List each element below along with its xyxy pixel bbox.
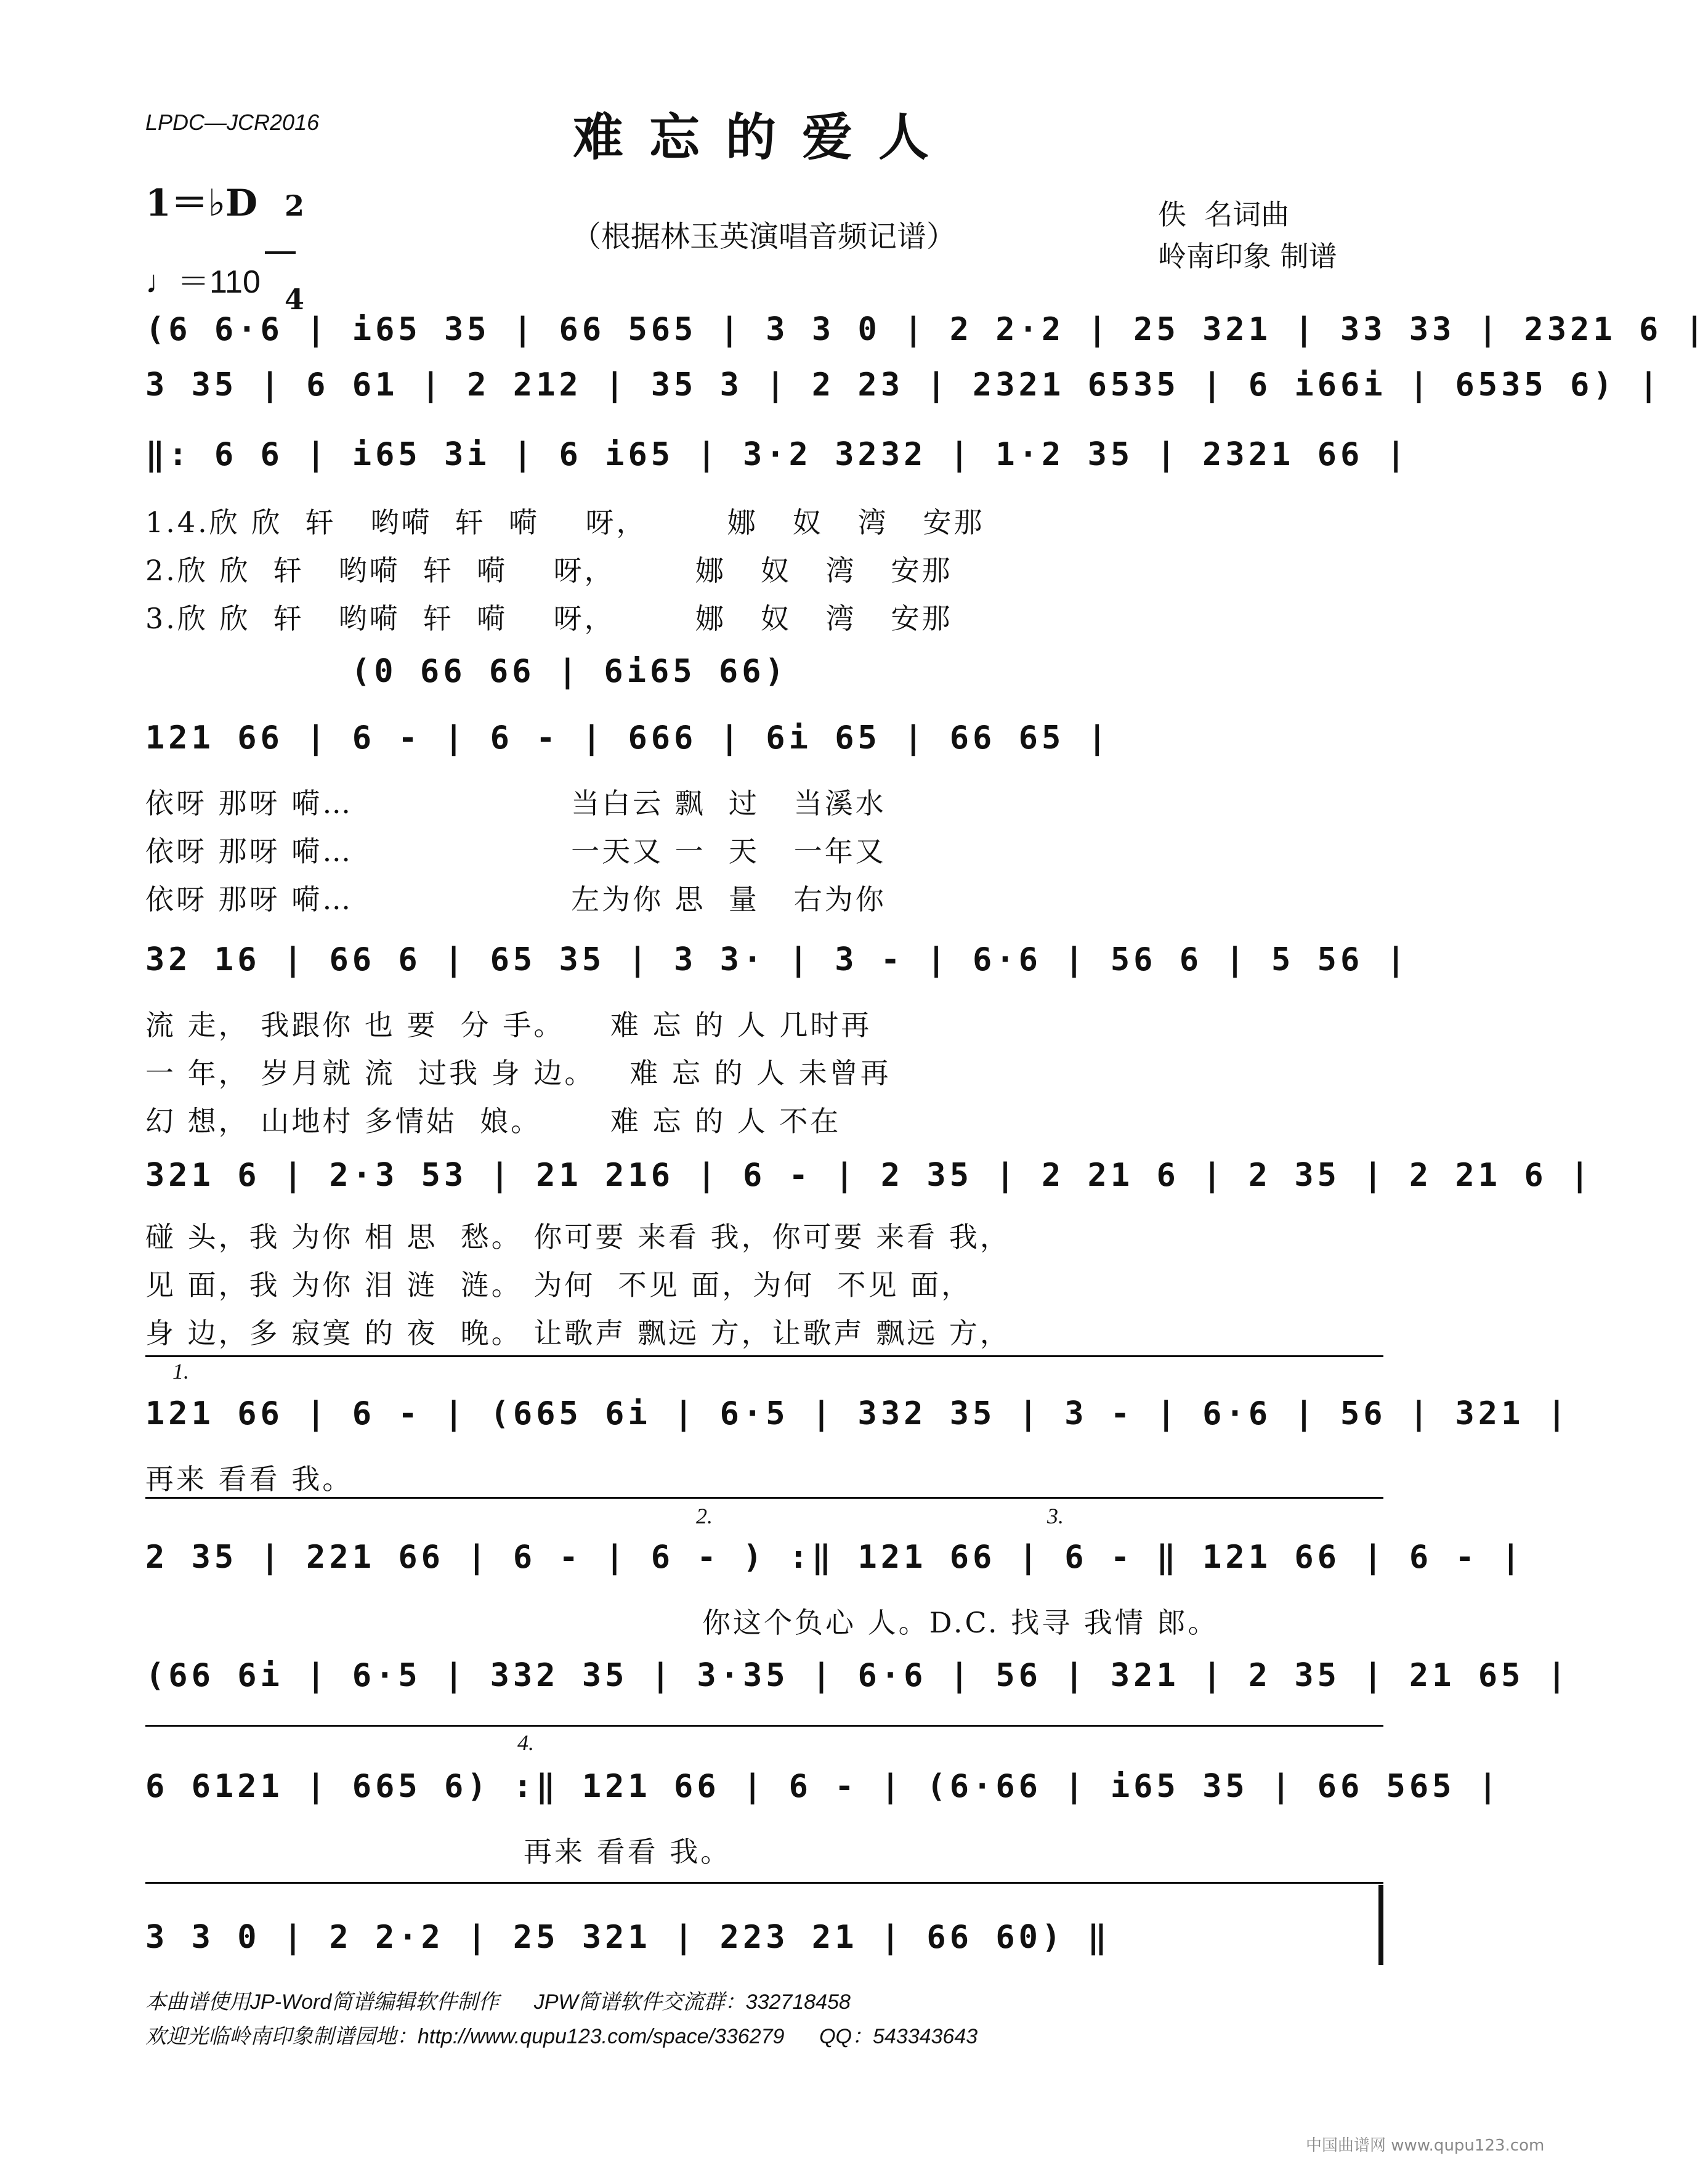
time-signature	[265, 161, 305, 316]
score-row-interlude: (0 66 66 | 6i65 66)	[351, 653, 788, 690]
lyric-line-8: 一 年， 岁月就 流 过我 身 边。 难 忘 的 人 未曾再	[145, 1056, 891, 1090]
footer-line-1: 本曲谱使用JP-Word简谱编辑软件制作 JPW简谱软件交流群：332718458	[145, 1990, 851, 2014]
lyric-line-15: 再来 看看 我。	[524, 1835, 732, 1868]
lyric-line-3: 3.欣 欣 轩 哟嗬 轩 嗬 呀， 娜 奴 湾 安那	[145, 602, 953, 635]
score-row-6: 321 6 | 2·3 53 | 21 216 | 6 - | 2 35 | 2 21 6 | 2 35 | 2 21 6 |	[145, 1157, 1593, 1194]
lyric-line-5: 依呀 那呀 嗬… 一天又 一 天 一年又	[145, 835, 886, 868]
score-row-10: 6 6121 | 665 6) :‖ 121 66 | 6 - | (6·66 | i65 35 | 66 565 |	[145, 1768, 1502, 1805]
tempo-marking: ♩＝110	[145, 264, 261, 300]
time-signature-top: 2	[285, 189, 305, 222]
score-row-1: (6 6·6 | i65 35 | 66 565 | 3 3 0 | 2 2·2 | 25 321 | 33 33 | 2321 6 |	[145, 311, 1708, 348]
score-row-3: ‖: 6 6 | i65 3i | 6 i65 | 3·2 3232 | 1·2 35 | 2321 66 |	[145, 436, 1409, 473]
lyric-line-14: 你这个负心 人。D.C. 找寻 我情 郎。	[702, 1606, 1219, 1639]
time-signature-bottom: 4	[285, 283, 305, 316]
song-title: 难忘的爱人	[572, 108, 955, 167]
key-signature: 1＝♭D	[145, 182, 258, 225]
score-row-9: (66 6i | 6·5 | 332 35 | 3·35 | 6·6 | 56 | 321 | 2 35 | 21 65 |	[145, 1657, 1571, 1694]
volta-label-4: 4.	[517, 1730, 534, 1755]
system-divider-1	[145, 1497, 1383, 1499]
system-divider-3	[145, 1882, 1383, 1884]
score-row-8: 2 35 | 221 66 | 6 - | 6 - ) :‖ 121 66 | 6 - ‖ 121 66 | 6 - |	[145, 1539, 1524, 1576]
score-row-4: 121 66 | 6 - | 6 - | 666 | 6i 65 | 66 65 |	[145, 720, 1111, 756]
credit-lyrics: 佚 名词曲	[1158, 198, 1290, 231]
lyric-line-1: 1.4.欣 欣 轩 哟嗬 轩 嗬 呀， 娜 奴 湾 安那	[145, 506, 985, 539]
score-code: LPDC—JCR2016	[145, 110, 320, 135]
lyric-line-9: 幻 想， 山地村 多情姑 娘。 难 忘 的 人 不在	[145, 1105, 841, 1138]
volta-bracket-1	[145, 1355, 1383, 1357]
system-divider-2	[145, 1725, 1383, 1727]
volta-label-1: 1.	[172, 1359, 189, 1384]
volta-label-3: 3.	[1047, 1504, 1064, 1528]
lyric-line-6: 依呀 那呀 嗬… 左为你 思 量 右为你	[145, 883, 886, 916]
score-row-7: 121 66 | 6 - | (665 6i | 6·5 | 332 35 | 3 - | 6·6 | 56 | 321 |	[145, 1395, 1571, 1432]
lyric-line-2: 2.欣 欣 轩 哟嗬 轩 嗬 呀， 娜 奴 湾 安那	[145, 554, 953, 587]
lyric-line-13: 再来 看看 我。	[145, 1462, 354, 1496]
final-barline	[1378, 1885, 1383, 1965]
credit-score: 岭南印象 制谱	[1158, 240, 1337, 273]
song-subtitle: （根据林玉英演唱音频记谱）	[571, 219, 956, 254]
volta-label-2: 2.	[696, 1504, 713, 1528]
lyric-line-7: 流 走， 我跟你 也 要 分 手。 难 忘 的 人 几时再	[145, 1008, 872, 1042]
lyric-line-12: 身 边，多 寂寞 的 夜 晚。 让歌声 飘远 方，让歌声 飘远 方，	[145, 1316, 1011, 1350]
score-row-5: 32 16 | 66 6 | 65 35 | 3 3· | 3 - | 6·6 | 56 6 | 5 56 |	[145, 941, 1409, 978]
score-row-2: 3 35 | 6 61 | 2 212 | 35 3 | 2 23 | 2321 6535 | 6 i66i | 6535 6) |	[145, 367, 1662, 403]
score-row-11: 3 3 0 | 2 2·2 | 25 321 | 223 21 | 66 60) ‖	[145, 1919, 1111, 1956]
lyric-line-4: 依呀 那呀 嗬… 当白云 飘 过 当溪水	[145, 787, 886, 820]
time-signature-bar	[265, 251, 296, 254]
site-watermark: 中国曲谱网 www.qupu123.com	[1306, 2136, 1545, 2155]
lyric-line-10: 碰 头，我 为你 相 思 愁。 你可要 来看 我，你可要 来看 我，	[145, 1220, 1011, 1254]
footer-line-2: 欢迎光临岭南印象制谱园地：http://www.qupu123.com/space/336279 QQ：543343643	[145, 2025, 978, 2048]
lyric-line-11: 见 面，我 为你 泪 涟 涟。 为何 不见 面，为何 不见 面，	[145, 1268, 973, 1302]
